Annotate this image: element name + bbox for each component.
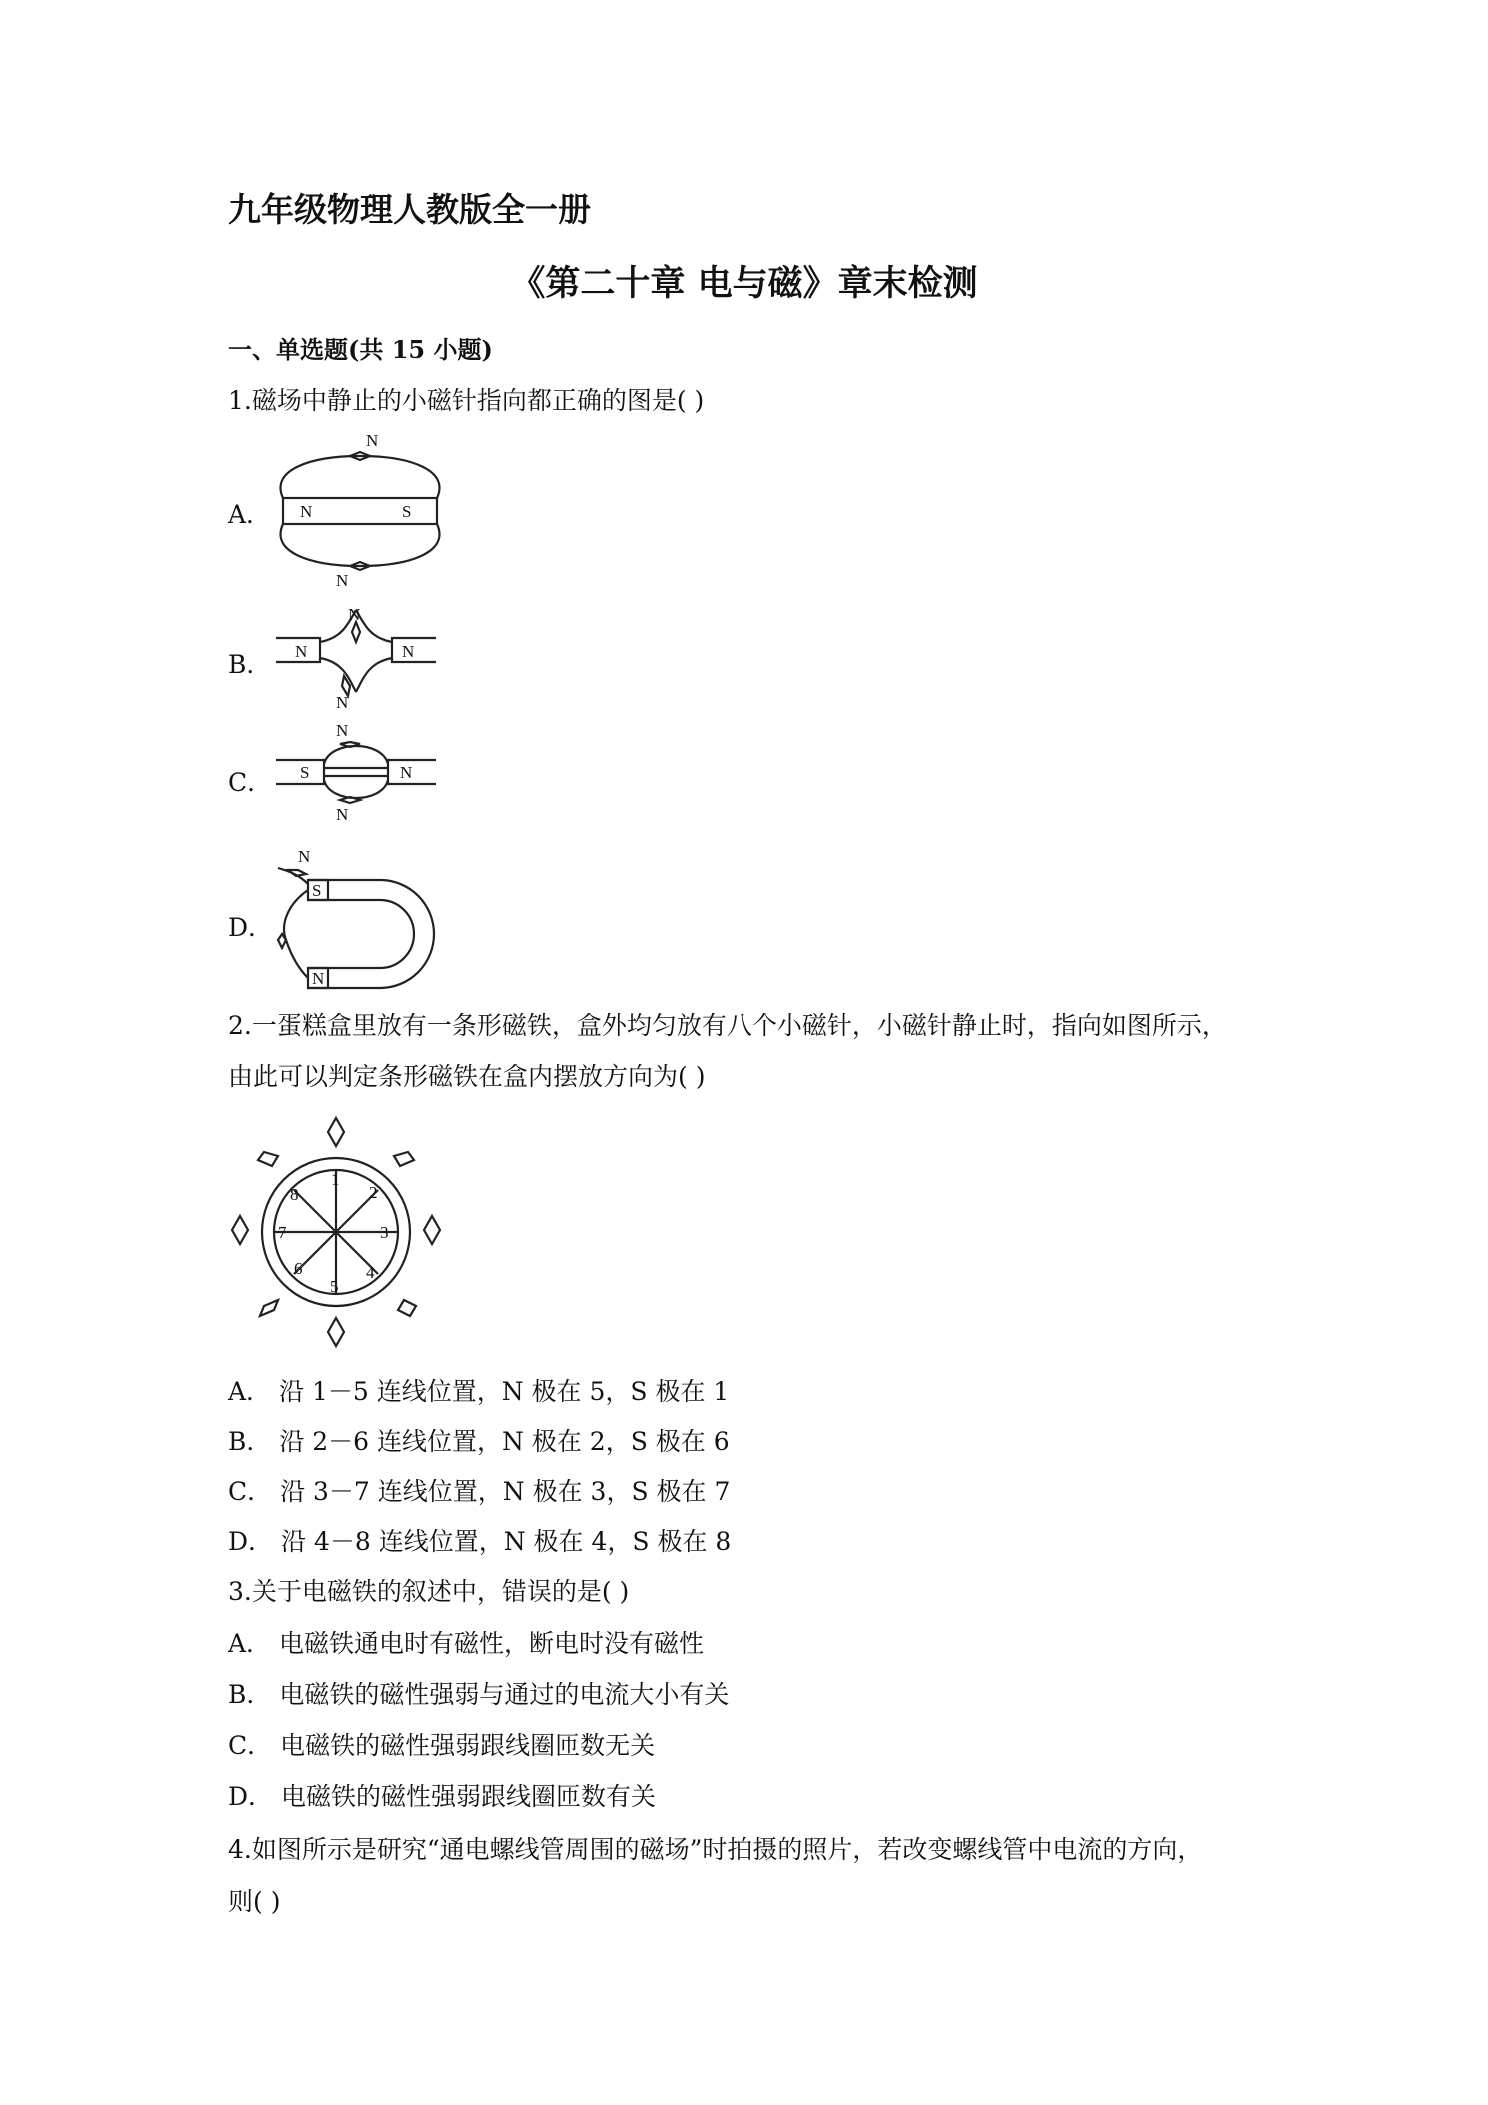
q1-option-a-label: A． bbox=[228, 500, 272, 529]
fig-c-needle-bottom-label: N bbox=[336, 805, 349, 824]
q2-fig-number-6: 6 bbox=[294, 1259, 303, 1278]
fig-d-top-pole: S bbox=[312, 881, 322, 900]
q3-option-d: D． 电磁铁的磁性强弱跟线圈匝数有关 bbox=[228, 1782, 656, 1811]
q2-fig-number-4: 4 bbox=[366, 1263, 375, 1282]
q1-figure-a bbox=[270, 428, 470, 588]
q2-option-a: A． 沿 1－5 连线位置，N 极在 5，S 极在 1 bbox=[228, 1377, 730, 1406]
q2-fig-number-8: 8 bbox=[290, 1185, 299, 1204]
fig-c-needle-top-label: N bbox=[336, 721, 349, 740]
fig-b-needle-bottom-label: N bbox=[336, 693, 349, 712]
fig-a-needle-top-label: N bbox=[366, 431, 379, 450]
fig-d-bottom-pole: N bbox=[312, 969, 325, 988]
question-1-stem: 1.磁场中静止的小磁针指向都正确的图是( ) bbox=[228, 386, 705, 415]
q2-fig-number-7: 7 bbox=[278, 1223, 287, 1242]
fig-a-bar-left-pole: N bbox=[300, 502, 313, 521]
q2-fig-number-1: 1 bbox=[331, 1170, 340, 1189]
fig-b-left-pole: N bbox=[295, 642, 308, 661]
q1-figure-d bbox=[270, 844, 470, 994]
exam-title: 《第二十章 电与磁》章末检测 bbox=[510, 264, 978, 304]
q1-figure-c bbox=[270, 720, 470, 830]
q3-option-a: A． 电磁铁通电时有磁性，断电时没有磁性 bbox=[228, 1629, 705, 1658]
question-2-stem-line1: 2.一蛋糕盒里放有一条形磁铁，盒外均匀放有八个小磁针，小磁针静止时，指向如图所示， bbox=[228, 1011, 1227, 1040]
fig-b-right-pole: N bbox=[402, 642, 415, 661]
course-title: 九年级物理人教版全一册 bbox=[228, 190, 591, 229]
q2-option-c: C． 沿 3－7 连线位置，N 极在 3，S 极在 7 bbox=[228, 1477, 731, 1506]
q1-option-b-label: B． bbox=[228, 650, 272, 679]
fig-c-left-pole: S bbox=[300, 763, 310, 782]
question-3-stem: 3.关于电磁铁的叙述中，错误的是( ) bbox=[228, 1577, 630, 1606]
q2-fig-number-3: 3 bbox=[380, 1223, 389, 1242]
q2-cake-box-figure bbox=[228, 1110, 448, 1355]
q2-fig-number-5: 5 bbox=[330, 1277, 339, 1296]
q2-option-b: B． 沿 2－6 连线位置，N 极在 2，S 极在 6 bbox=[228, 1427, 730, 1456]
fig-a-bar-right-pole: S bbox=[402, 502, 412, 521]
q3-option-c: C． 电磁铁的磁性强弱跟线圈匝数无关 bbox=[228, 1731, 656, 1760]
q1-option-c-label: C． bbox=[228, 768, 273, 797]
section-heading: 一、单选题(共 15 小题) bbox=[228, 335, 493, 364]
q3-option-b: B． 电磁铁的磁性强弱与通过的电流大小有关 bbox=[228, 1680, 730, 1709]
fig-b-needle-top-label: N bbox=[348, 605, 361, 624]
fig-a-needle-bottom-label: N bbox=[336, 571, 349, 588]
fig-c-right-pole: N bbox=[400, 763, 413, 782]
question-2-stem-line2: 由此可以判定条形磁铁在盒内摆放方向为( ) bbox=[228, 1062, 706, 1091]
q1-figure-b bbox=[270, 602, 470, 712]
q2-fig-number-2: 2 bbox=[369, 1183, 378, 1202]
question-4-stem-line2: 则( ) bbox=[228, 1887, 281, 1916]
q2-option-d: D． 沿 4－8 连线位置，N 极在 4，S 极在 8 bbox=[228, 1527, 732, 1556]
q1-option-d-label: D． bbox=[228, 913, 274, 942]
question-4-stem-line1: 4.如图所示是研究“通电螺线管周围的磁场”时拍摄的照片，若改变螺线管中电流的方向， bbox=[228, 1835, 1203, 1864]
fig-d-needle-label: N bbox=[298, 847, 311, 866]
